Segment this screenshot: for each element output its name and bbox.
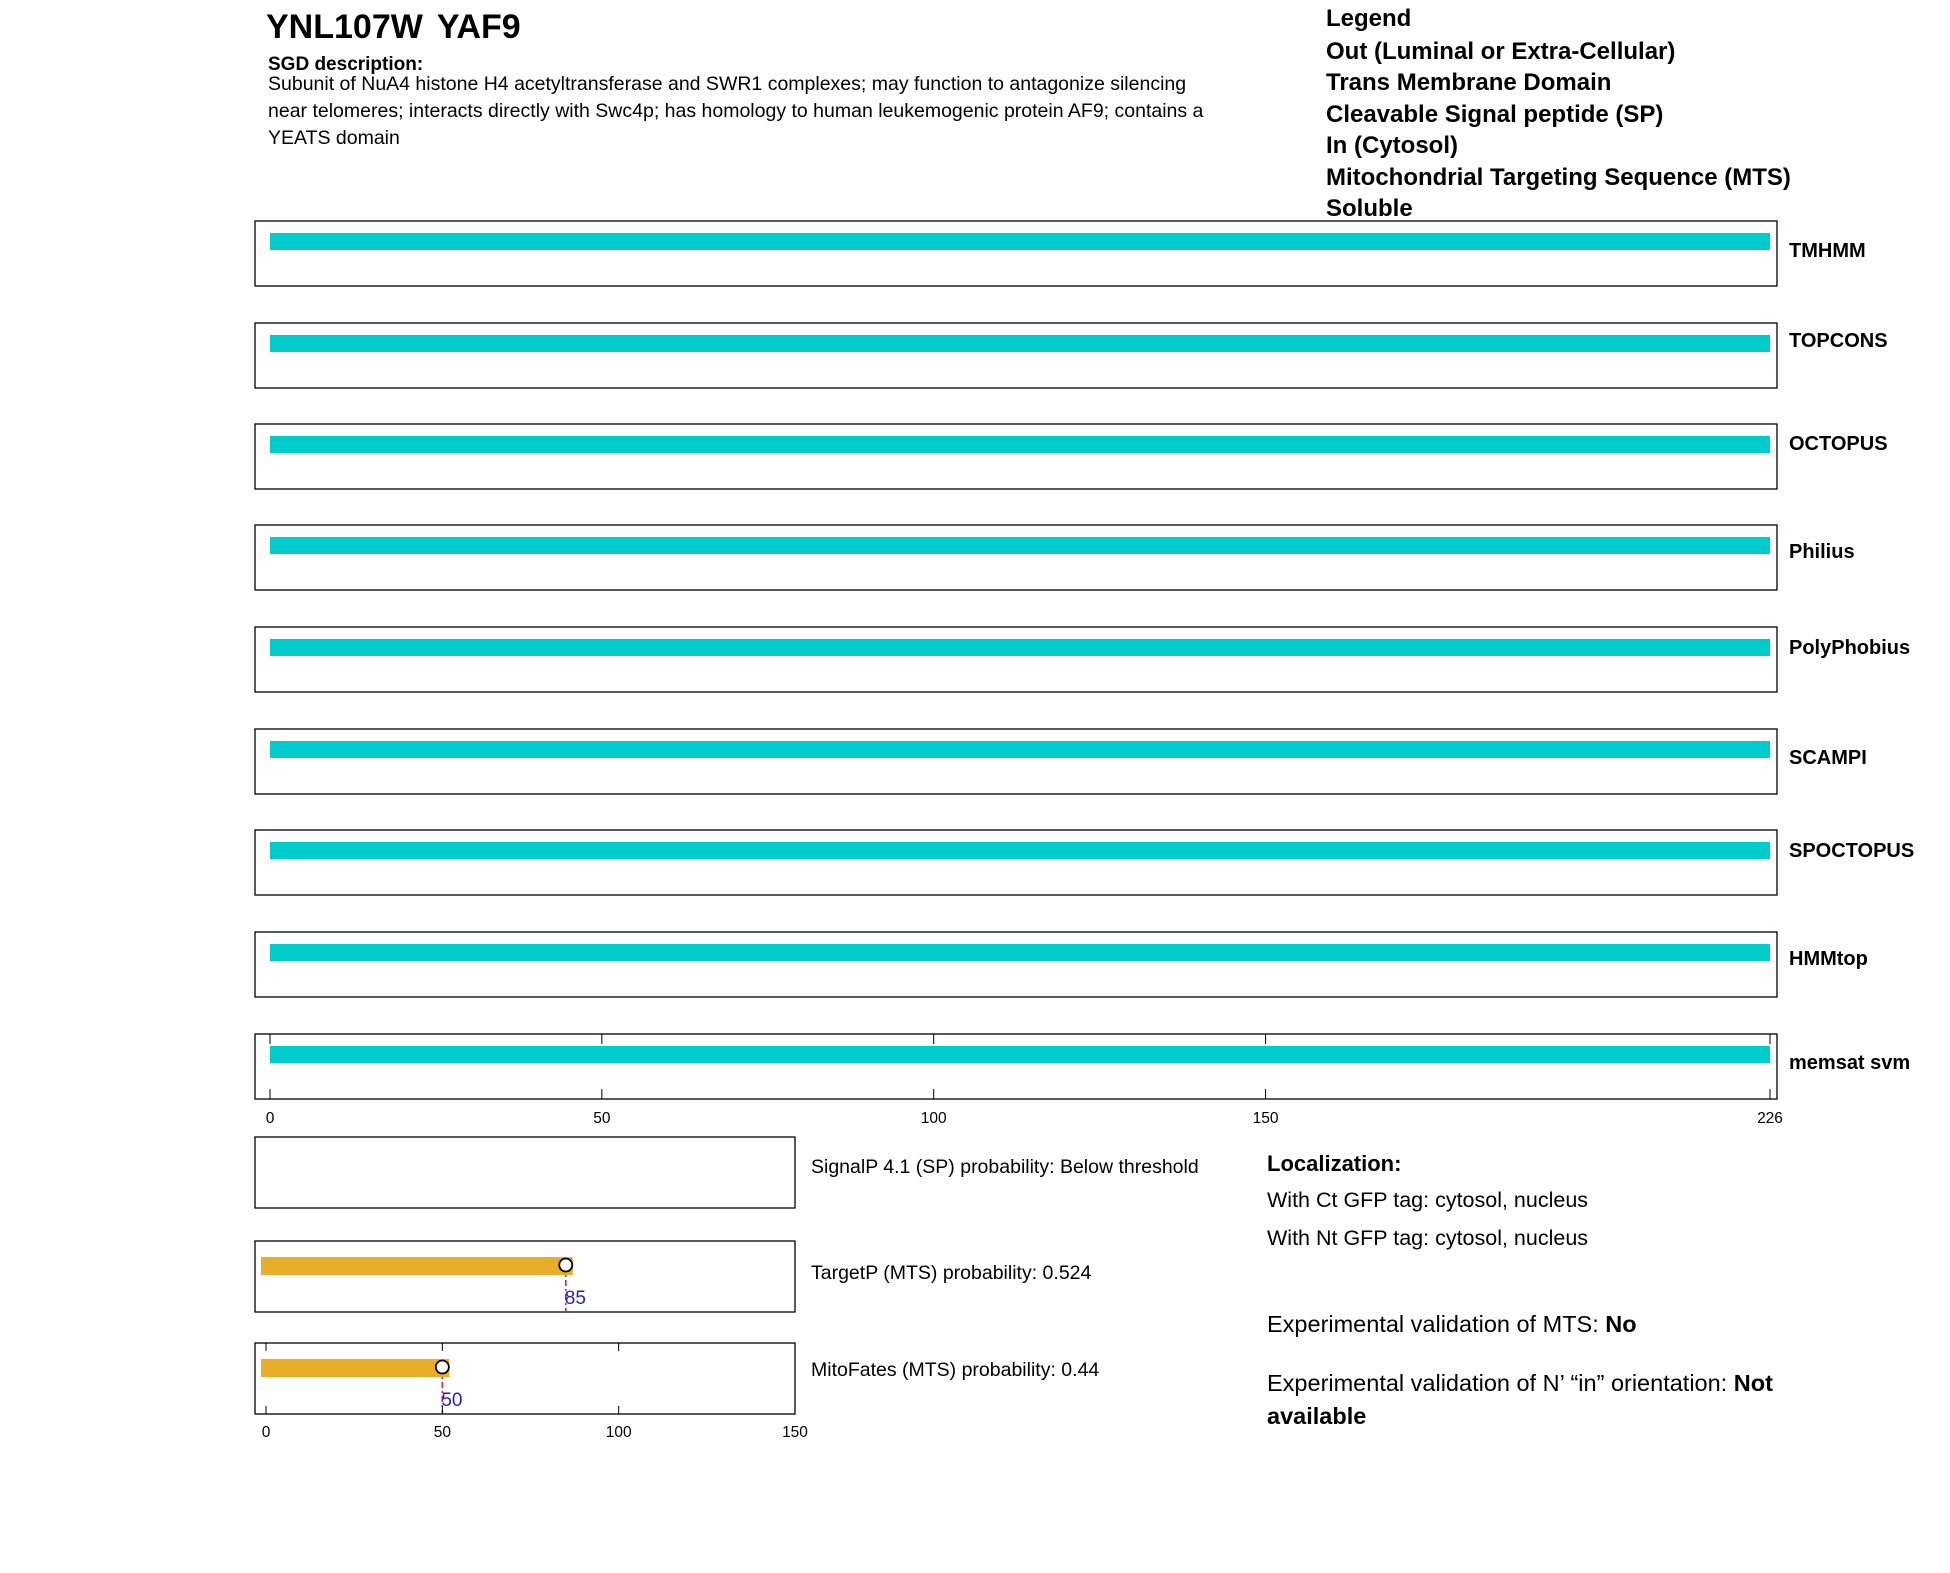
track-label-spoctopus: SPOCTOPUS	[1789, 840, 1915, 862]
localization-nt: With Nt GFP tag: cytosol, nucleus	[1267, 1226, 1589, 1250]
track-memsat-svm	[255, 1034, 1910, 1099]
legend	[1326, 5, 1791, 222]
track-frame	[255, 830, 1777, 895]
track-tmhmm	[255, 221, 1866, 286]
validation-mts-label: Experimental validation of MTS:	[1267, 1311, 1606, 1337]
description-line-1: Subunit of NuA4 histone H4 acetyltransferase and SWR1 complexes; may function to antagonize silencing	[268, 73, 1187, 95]
segment-soluble	[270, 1046, 1770, 1063]
target-panel-3	[255, 1343, 1099, 1414]
segment-soluble	[270, 944, 1770, 961]
track-philius	[255, 525, 1855, 590]
header	[266, 8, 1204, 149]
track-label-octopus: OCTOPUS	[1789, 433, 1888, 455]
legend-item-out: Out (Luminal or Extra-Cellular)	[1326, 38, 1676, 65]
targeting-x-axis	[262, 1343, 809, 1441]
track-frame	[255, 729, 1777, 794]
targeting-panels	[255, 1137, 1199, 1441]
target-panel-2	[255, 1241, 1092, 1312]
gene-id: YNL107W	[266, 8, 423, 46]
tick-label: 100	[605, 1424, 632, 1441]
tick-label: 0	[261, 1424, 271, 1441]
track-label-topcons: TOPCONS	[1789, 330, 1888, 352]
tick-label: 50	[593, 1110, 611, 1127]
tick-label: 50	[433, 1424, 451, 1441]
tick-label: 150	[1252, 1110, 1279, 1127]
target-panel-1	[255, 1137, 1199, 1208]
gene-name: YAF9	[436, 8, 521, 46]
legend-item-tm: Trans Membrane Domain	[1326, 69, 1612, 96]
description-line-3: YEATS domain	[268, 127, 400, 149]
segment-soluble	[270, 842, 1770, 859]
topology-tracks	[255, 221, 1914, 1127]
tick-label: 100	[920, 1110, 947, 1127]
segment-soluble	[270, 537, 1770, 554]
track-frame	[255, 1034, 1777, 1099]
validation-nin-label: Experimental validation of N’ “in” orientation:	[1267, 1370, 1734, 1396]
track-spoctopus	[255, 830, 1914, 895]
legend-item-in: In (Cytosol)	[1326, 132, 1458, 159]
localization	[1267, 1151, 1588, 1250]
track-frame	[255, 627, 1777, 692]
tick-label: 150	[782, 1424, 808, 1441]
sgd-heading: SGD description:	[268, 54, 424, 75]
track-label-philius: Philius	[1789, 541, 1855, 563]
track-octopus	[255, 424, 1888, 489]
track-frame	[255, 424, 1777, 489]
segment-soluble	[270, 335, 1770, 352]
localization-heading: Localization:	[1267, 1151, 1402, 1176]
panel-label: MitoFates (MTS) probability: 0.44	[811, 1359, 1100, 1381]
validation-mts	[1267, 1311, 1637, 1337]
segment-soluble	[270, 741, 1770, 758]
validation-nin-value-1: Not	[1733, 1370, 1773, 1396]
track-label-polyphobius: PolyPhobius	[1789, 637, 1911, 659]
tick-label: 0	[265, 1110, 275, 1127]
cleavage-label: 85	[564, 1288, 586, 1309]
legend-item-soluble: Soluble	[1326, 195, 1413, 222]
cleavage-marker	[436, 1361, 449, 1374]
segment-soluble	[270, 233, 1770, 250]
description-line-2: near telomeres; interacts directly with Swc4p; has homology to human leukemogenic protein AF9; contains a	[268, 100, 1204, 122]
panel-frame	[255, 1137, 795, 1208]
panel-label: TargetP (MTS) probability: 0.524	[811, 1262, 1092, 1284]
panel-frame	[255, 1241, 795, 1312]
panel-label: SignalP 4.1 (SP) probability: Below threshold	[811, 1156, 1199, 1178]
validation-nin-value-2: available	[1267, 1403, 1367, 1429]
validation	[1267, 1311, 1773, 1429]
cleavage-marker	[559, 1259, 572, 1272]
mts-segment	[261, 1257, 573, 1275]
track-frame	[255, 932, 1777, 997]
tick-label: 226	[1757, 1110, 1783, 1127]
legend-title: Legend	[1326, 5, 1412, 32]
panel-frame	[255, 1343, 795, 1414]
legend-item-sp: Cleavable Signal peptide (SP)	[1326, 101, 1664, 128]
track-label-tmhmm: TMHMM	[1789, 240, 1866, 262]
page-title	[266, 8, 521, 46]
track-hmmtop	[255, 932, 1868, 997]
validation-mts-value: No	[1605, 1311, 1637, 1337]
track-frame	[255, 525, 1777, 590]
track-label-memsat-svm: memsat svm	[1789, 1052, 1911, 1074]
track-polyphobius	[255, 627, 1910, 692]
track-label-scampi: SCAMPI	[1789, 747, 1867, 769]
track-scampi	[255, 729, 1867, 794]
track-topcons	[255, 323, 1888, 388]
track-frame	[255, 221, 1777, 286]
track-frame	[255, 323, 1777, 388]
legend-item-mts: Mitochondrial Targeting Sequence (MTS)	[1326, 164, 1791, 191]
cleavage-label: 50	[441, 1390, 463, 1411]
segment-soluble	[270, 436, 1770, 453]
mts-segment	[261, 1359, 449, 1377]
segment-soluble	[270, 639, 1770, 656]
track-label-hmmtop: HMMtop	[1789, 948, 1868, 970]
localization-ct: With Ct GFP tag: cytosol, nucleus	[1267, 1188, 1589, 1212]
validation-nin	[1267, 1370, 1773, 1396]
